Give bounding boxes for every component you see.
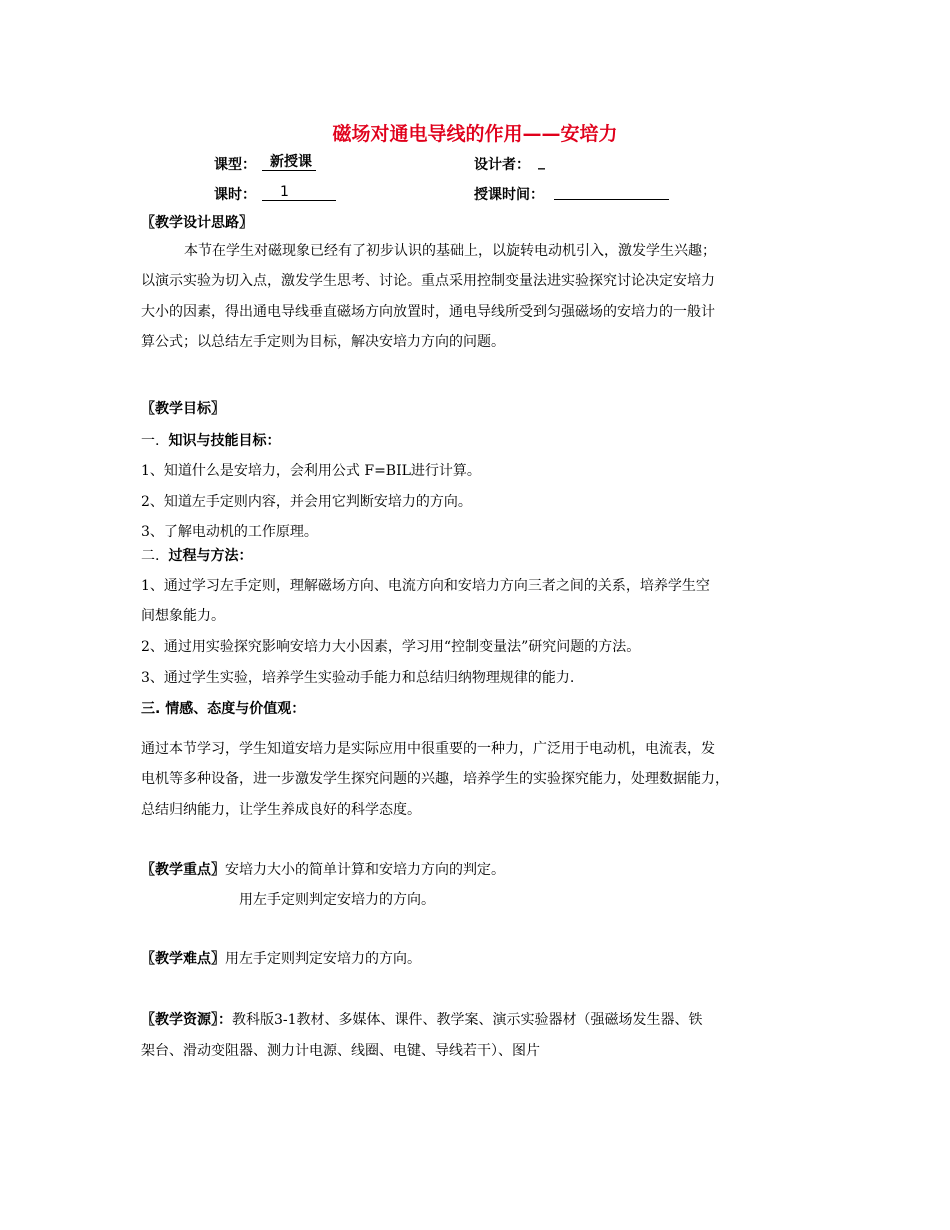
- design-line: 大小的因素，得出通电导线垂直磁场方向放置时，通电导线所受到匀强磁场的安培力的一般计: [141, 304, 715, 320]
- lesson-hours-label: 课时：: [214, 187, 256, 203]
- difficulties-row: [141, 948, 421, 968]
- lesson-type-value: [262, 154, 316, 171]
- goals-section-1-title: 知识与技能目标：: [168, 433, 281, 449]
- design-heading: 〖教学设计思路〗: [141, 215, 253, 231]
- designer-label: 设计者：: [474, 157, 530, 173]
- goals-heading: 〖教学目标〗: [141, 401, 225, 417]
- designer-value: _: [538, 154, 545, 170]
- goals-section-2-header: [141, 545, 253, 565]
- goal-item: 1、知道什么是安培力，会利用公式 F=BIL进行计算。: [141, 463, 481, 479]
- design-line: 本节在学生对磁现象已经有了初步认识的基础上，以旋转电动机引入，激发学生兴趣；: [184, 243, 716, 259]
- goals-section-1-number: 一.: [141, 433, 160, 449]
- lesson-type-label: 课型：: [214, 157, 256, 173]
- design-line: 算公式；以总结左手定则为目标，解决安培力方向的问题。: [141, 334, 505, 350]
- document-title: 磁场对通电导线的作用——安培力: [332, 123, 618, 145]
- goal-item: 1、通过学习左手定则，理解磁场方向、电流方向和安培力方向三者之间的关系，培养学生空: [141, 578, 710, 594]
- goals-section-3-line: 电机等多种设备，进一步激发学生探究问题的兴趣，培养学生的实验探究能力，处理数据能力，: [141, 771, 729, 787]
- key-points-row: [141, 859, 505, 879]
- goals-section-3-title: 三. 情感、态度与价值观：: [141, 701, 306, 717]
- lesson-hours-value: [262, 184, 336, 201]
- goals-section-2-title: 过程与方法：: [168, 548, 253, 564]
- lesson-hours-value-text: 1: [262, 184, 336, 201]
- resources-heading: 〖教学资源〗：: [141, 1012, 232, 1028]
- resources-row: [141, 1009, 703, 1029]
- goal-item: 3、了解电动机的工作原理。: [141, 524, 318, 540]
- lesson-time-blank: [554, 199, 669, 200]
- resources-line: 教科版3-1教材、多媒体、课件、教学案、演示实验器材（强磁场发生器、铁: [232, 1012, 703, 1028]
- goal-item: 间想象能力。: [141, 608, 225, 624]
- key-points-line: 安培力大小的简单计算和安培力方向的判定。: [225, 862, 505, 878]
- goal-item: 3、通过学生实验，培养学生实验动手能力和总结归纳物理规律的能力.: [141, 670, 575, 686]
- key-points-heading: 〖教学重点〗: [141, 862, 225, 878]
- goal-item: 2、知道左手定则内容，并会用它判断安培力的方向。: [141, 494, 472, 510]
- design-line: 以演示实验为切入点，激发学生思考、讨论。重点采用控制变量法进实验探究讨论决定安培力: [141, 273, 715, 289]
- lesson-time-label: 授课时间：: [474, 187, 544, 203]
- goals-section-3-line: 总结归纳能力，让学生养成良好的科学态度。: [141, 802, 421, 818]
- goal-item: 2、通过用实验探究影响安培力大小因素，学习用“控制变量法”研究问题的方法。: [141, 639, 641, 655]
- lesson-type-value-text: 新授课: [262, 154, 316, 171]
- goals-section-2-number: 二.: [141, 548, 160, 564]
- key-points-line: 用左手定则判定安培力的方向。: [239, 892, 435, 908]
- goals-section-1-header: [141, 430, 281, 450]
- difficulties-heading: 〖教学难点〗: [141, 951, 225, 967]
- resources-line: 架台、滑动变阻器、测力计电源、线圈、电键、导线若干）、图片: [141, 1043, 540, 1059]
- goals-section-3-line: 通过本节学习，学生知道安培力是实际应用中很重要的一种力，广泛用于电动机，电流表，发: [141, 741, 715, 757]
- difficulties-line: 用左手定则判定安培力的方向。: [225, 951, 421, 967]
